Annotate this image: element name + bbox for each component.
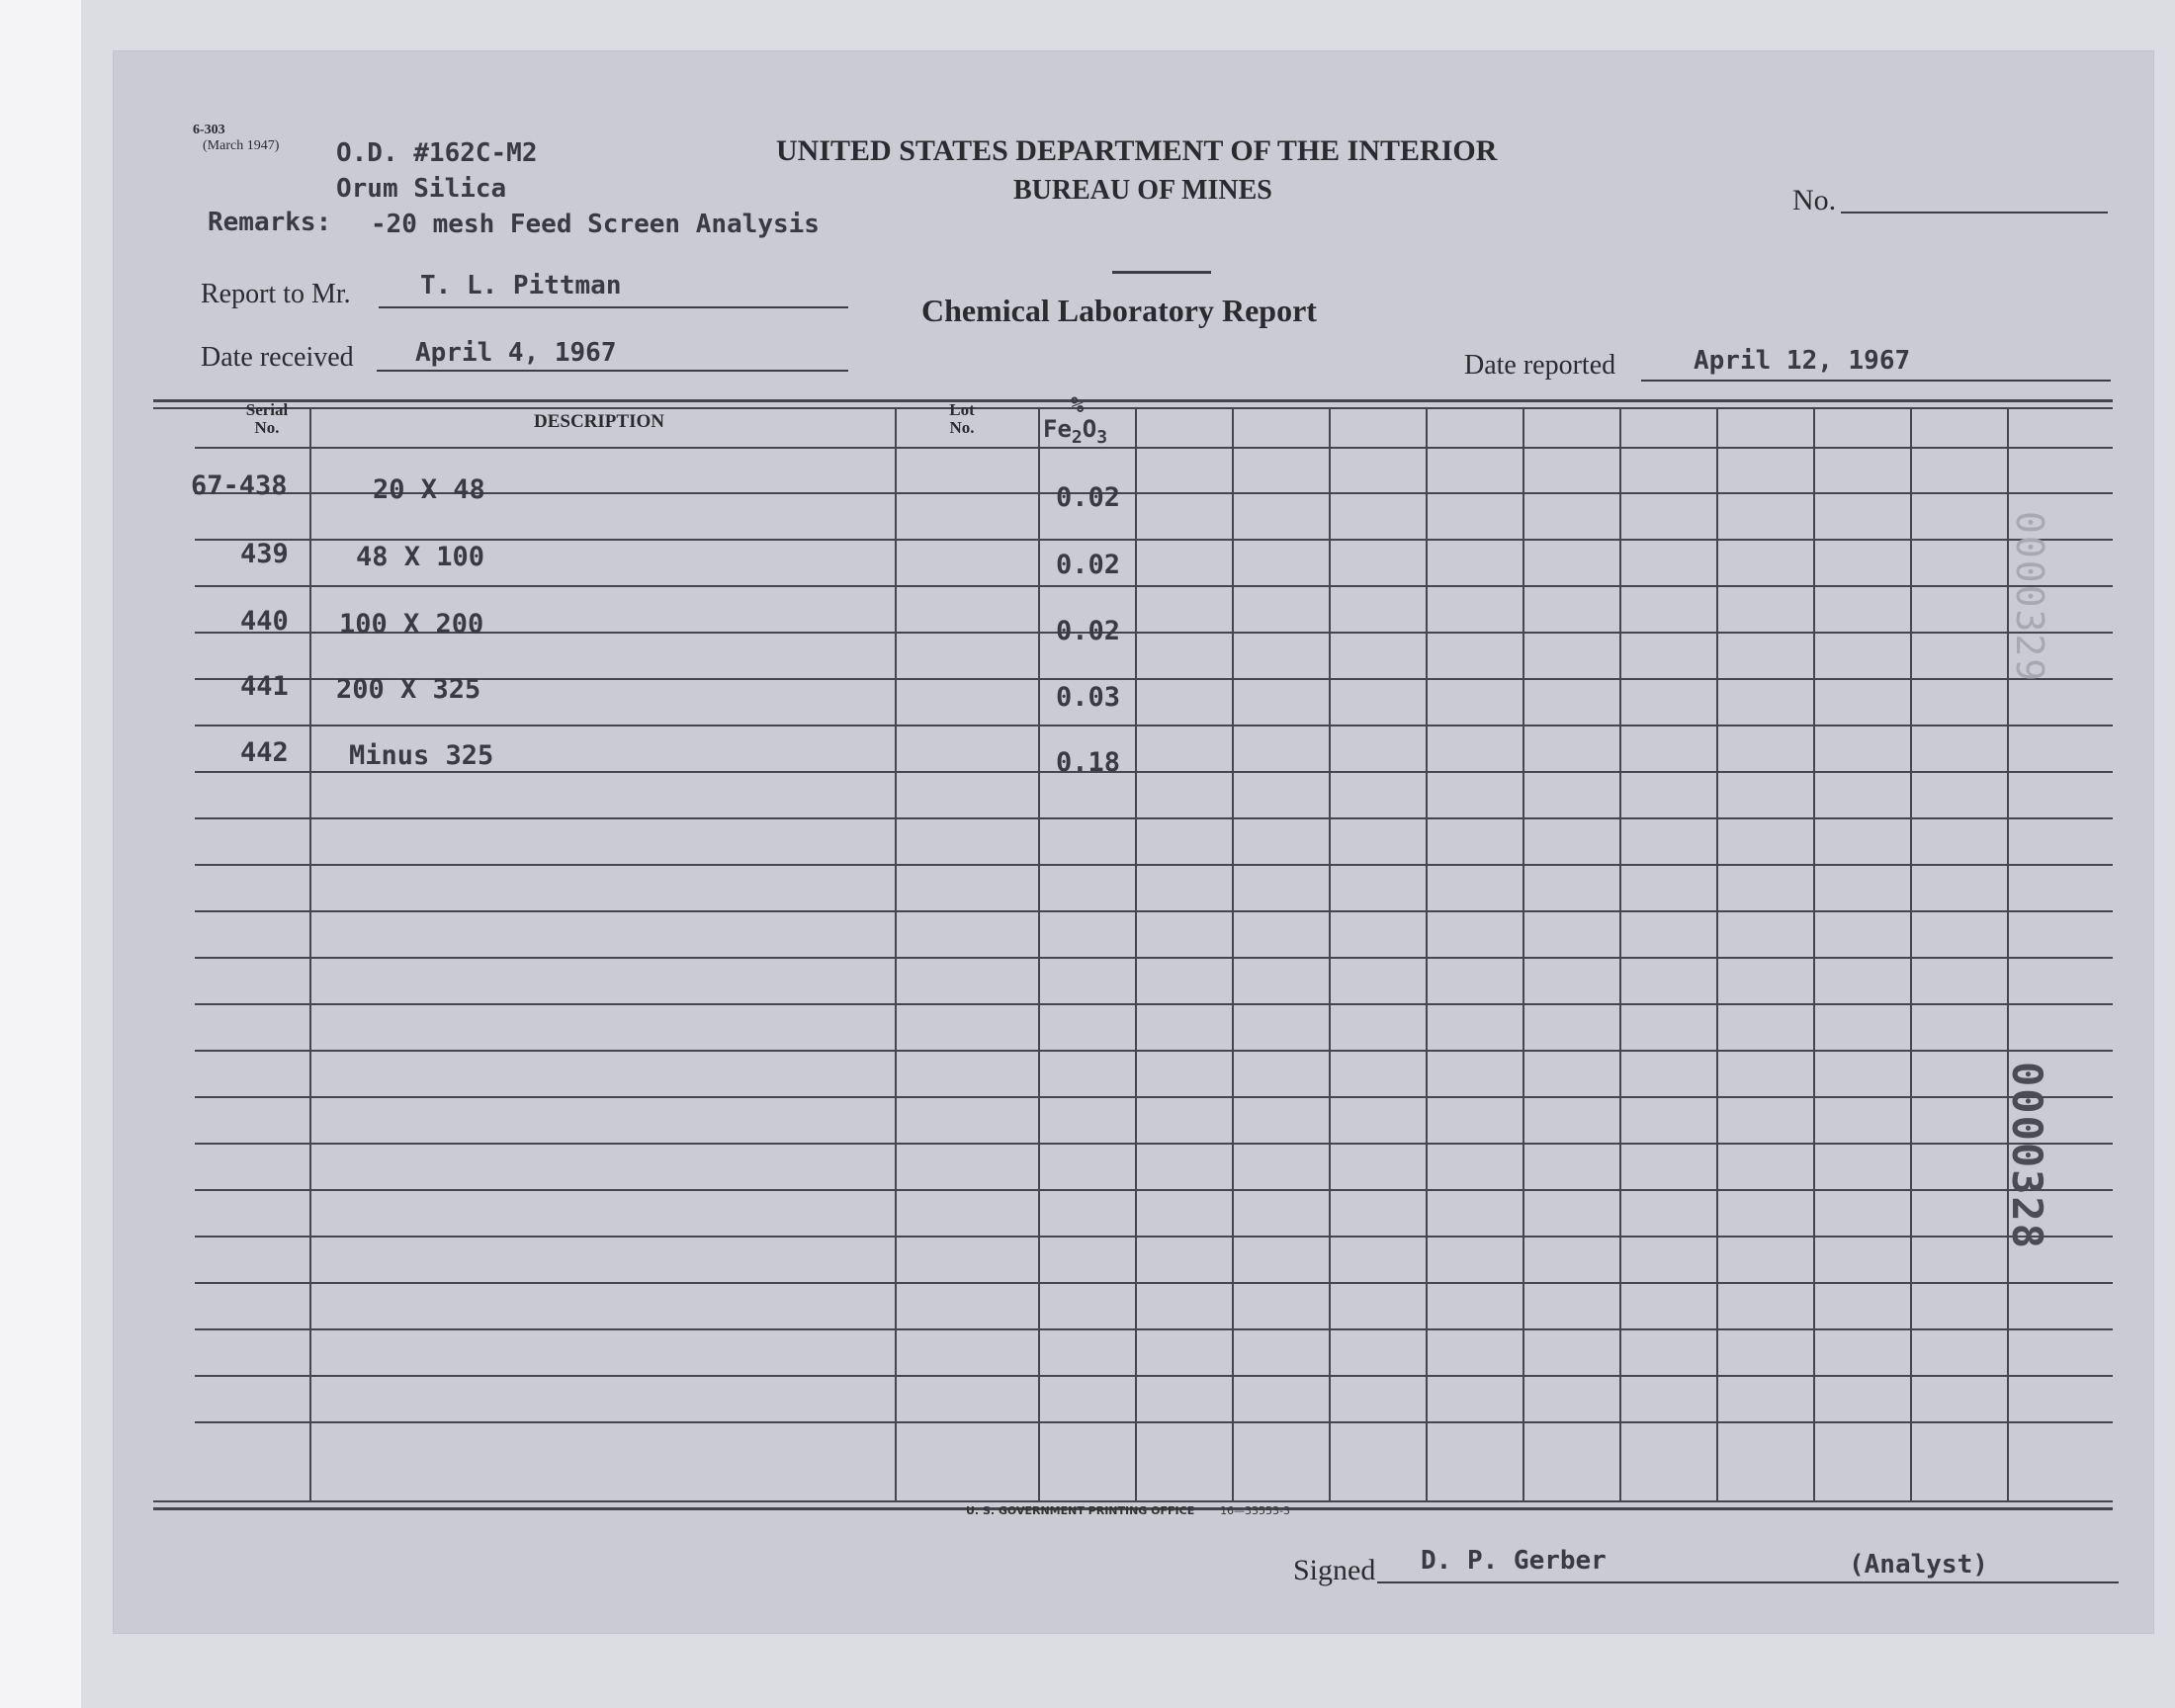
col-divider bbox=[1716, 407, 1718, 1502]
material: Orum Silica bbox=[336, 174, 507, 204]
row-fe2o3: 0.03 bbox=[1056, 682, 1121, 713]
row-serial: 441 bbox=[240, 671, 289, 702]
signed-value: D. P. Gerber bbox=[1421, 1546, 1607, 1576]
date-received-underline bbox=[377, 370, 848, 372]
date-reported-label: Date reported bbox=[1464, 350, 1616, 381]
row-rule bbox=[195, 1375, 2113, 1377]
row-rule bbox=[195, 725, 2113, 726]
report-to-underline bbox=[379, 306, 848, 308]
col-divider bbox=[1426, 407, 1428, 1502]
report-to-value: T. L. Pittman bbox=[420, 271, 622, 300]
header-fe2o3 bbox=[1043, 415, 1107, 448]
form-date: (March 1947) bbox=[203, 138, 280, 153]
date-received-label: Date received bbox=[201, 342, 354, 373]
row-fe2o3: 0.02 bbox=[1056, 616, 1121, 646]
row-rule bbox=[195, 1143, 2113, 1145]
col-divider bbox=[1329, 407, 1331, 1502]
header-fe2o3-percent: % bbox=[1071, 393, 1085, 418]
header-lot-line2: No. bbox=[949, 418, 975, 437]
row-description: Minus 325 bbox=[349, 740, 494, 771]
col-divider bbox=[1232, 407, 1234, 1502]
date-reported-value: April 12, 1967 bbox=[1694, 346, 1911, 376]
report-title: Chemical Laboratory Report bbox=[921, 293, 1317, 328]
remarks-value: -20 mesh Feed Screen Analysis bbox=[371, 210, 820, 239]
report-to-label: Report to Mr. bbox=[201, 279, 351, 309]
row-rule bbox=[195, 957, 2113, 959]
row-serial: 67-438 bbox=[191, 470, 288, 501]
header-fe2o3-sub: 2 bbox=[1071, 426, 1083, 448]
row-rule bbox=[195, 864, 2113, 866]
header-serial bbox=[232, 401, 302, 437]
agency-line1: UNITED STATES DEPARTMENT OF THE INTERIOR bbox=[776, 134, 1498, 167]
header-fe2o3-sub2: 3 bbox=[1096, 426, 1108, 448]
row-fe2o3: 0.18 bbox=[1056, 747, 1121, 778]
no-underline bbox=[1841, 212, 2108, 214]
table-bottom-rule bbox=[153, 1500, 2113, 1502]
header-description: DESCRIPTION bbox=[534, 411, 664, 432]
col-divider bbox=[1522, 407, 1524, 1502]
header-rule bbox=[195, 447, 2113, 449]
row-description: 100 X 200 bbox=[339, 609, 484, 640]
report-form bbox=[114, 51, 2153, 1633]
row-rule bbox=[195, 1050, 2113, 1052]
signed-underline bbox=[1377, 1581, 2119, 1583]
row-rule bbox=[195, 1421, 2113, 1423]
remarks-label: Remarks: bbox=[208, 208, 332, 237]
od-number: O.D. #162C-M2 bbox=[336, 138, 538, 168]
row-rule bbox=[195, 585, 2113, 587]
row-rule bbox=[195, 1236, 2113, 1238]
date-reported-underline bbox=[1641, 380, 2111, 382]
agency-line2: BUREAU OF MINES bbox=[1013, 175, 1272, 206]
date-received-value: April 4, 1967 bbox=[415, 338, 617, 368]
table-top-rule bbox=[153, 399, 2113, 402]
row-fe2o3: 0.02 bbox=[1056, 482, 1121, 513]
col-divider bbox=[309, 407, 311, 1502]
header-lot bbox=[932, 401, 992, 437]
printing-number: 16—33553-3 bbox=[1220, 1504, 1291, 1517]
signed-label: Signed bbox=[1293, 1554, 1376, 1586]
table-top-rule-2 bbox=[153, 407, 2113, 409]
row-fe2o3: 0.02 bbox=[1056, 550, 1121, 580]
header-serial-line1: Serial bbox=[245, 400, 289, 419]
header-serial-line2: No. bbox=[254, 418, 280, 437]
col-divider bbox=[895, 407, 897, 1502]
printing-office: U. S. GOVERNMENT PRINTING OFFICE bbox=[966, 1504, 1195, 1517]
row-rule bbox=[195, 771, 2113, 773]
row-rule bbox=[195, 539, 2113, 541]
row-serial: 442 bbox=[240, 737, 289, 768]
form-number: 6-303 bbox=[193, 123, 225, 137]
stamped-number: 0000328 bbox=[2003, 1062, 2051, 1251]
col-divider bbox=[1910, 407, 1912, 1502]
faint-stamped-number: 0000329 bbox=[2008, 511, 2051, 684]
row-rule bbox=[195, 817, 2113, 819]
analyst-label: (Analyst) bbox=[1849, 1550, 1988, 1580]
row-description: 48 X 100 bbox=[356, 542, 485, 572]
row-serial: 439 bbox=[240, 539, 289, 569]
row-rule bbox=[195, 1189, 2113, 1191]
header-fe2o3-fe: Fe bbox=[1043, 415, 1072, 443]
row-rule bbox=[195, 1328, 2113, 1330]
row-rule bbox=[195, 910, 2113, 912]
heading-divider bbox=[1112, 271, 1211, 274]
row-serial: 440 bbox=[240, 606, 289, 637]
scan-margin bbox=[0, 0, 81, 1708]
row-description: 20 X 48 bbox=[373, 474, 485, 505]
header-lot-line1: Lot bbox=[949, 400, 975, 419]
col-divider bbox=[1813, 407, 1815, 1502]
col-divider bbox=[1135, 407, 1137, 1502]
row-description: 200 X 325 bbox=[336, 674, 481, 705]
header-fe2o3-o: O bbox=[1082, 415, 1097, 443]
row-rule bbox=[195, 1282, 2113, 1284]
row-rule bbox=[195, 1096, 2113, 1098]
no-label: No. bbox=[1792, 184, 1837, 216]
printing-office-line bbox=[966, 1504, 1290, 1517]
col-divider bbox=[1619, 407, 1621, 1502]
row-rule bbox=[195, 1003, 2113, 1005]
row-rule bbox=[195, 678, 2113, 680]
col-divider bbox=[1038, 407, 1040, 1502]
